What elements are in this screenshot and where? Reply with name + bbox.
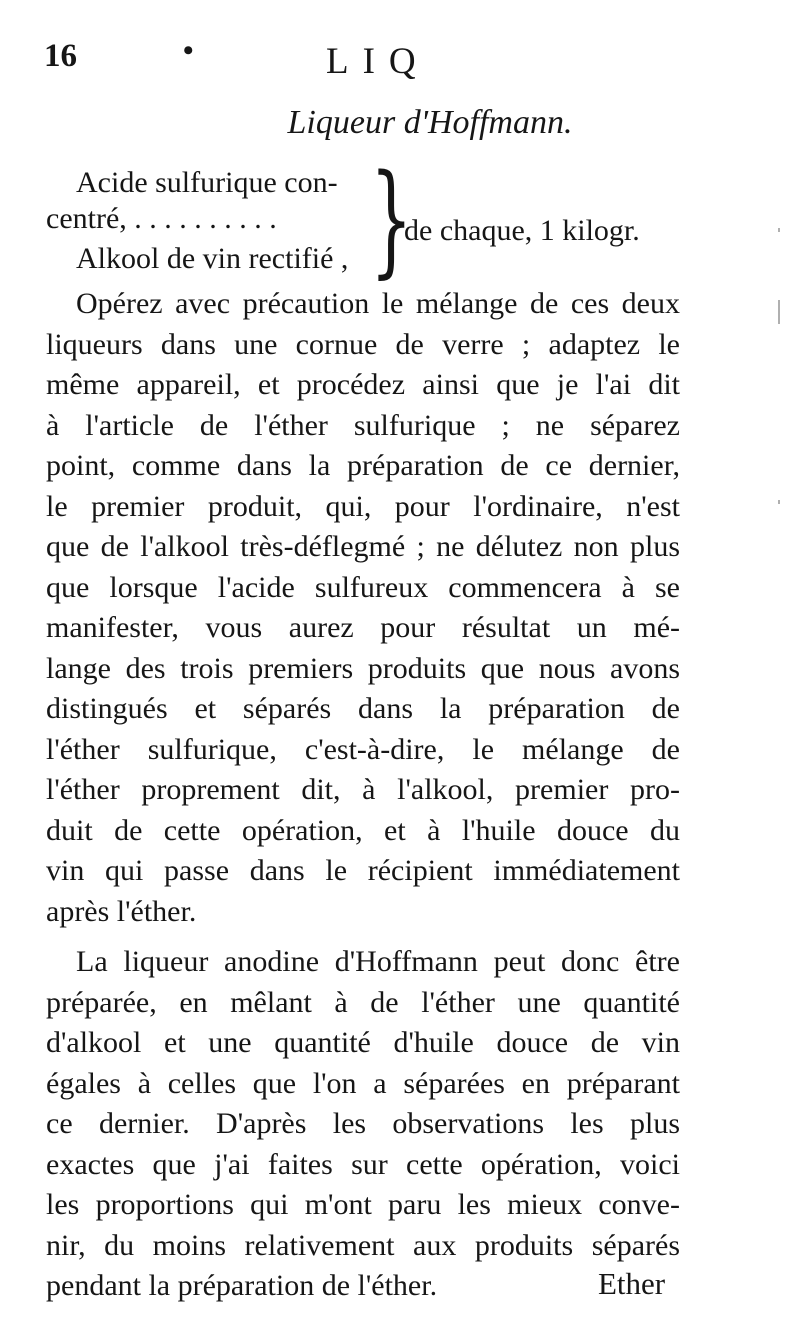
body-text [46, 284, 680, 1307]
text-line: préparée, en mêlant à de l'éther une quantité [46, 985, 680, 1019]
text-line: nir, du moins relativement aux produits séparés [46, 1228, 680, 1262]
text-line: même appareil, et procédez ainsi que je l'ai dit [46, 368, 680, 401]
recipe-ingredient-1-cont: centré, . . . . . . . . . . [46, 202, 277, 235]
text-line: à l'article de l'éther sulfurique ; ne séparez [46, 408, 680, 442]
margin-speck [778, 228, 780, 232]
paragraph-1 [46, 284, 680, 932]
section-title: Liqueur d'Hoffmann. [287, 104, 573, 141]
text-line: duit de cette opération, et à l'huile douce du [46, 813, 680, 847]
text-line: point, comme dans la préparation de ce dernier, [46, 449, 680, 482]
text-line: vin qui passe dans le récipient immédiatement [46, 854, 680, 887]
text-line: égales à celles que l'on a séparées en préparant [46, 1066, 680, 1100]
text-line: l'éther proprement dit, à l'alkool, premier pro- [46, 773, 680, 806]
text-line: manifester, vous aurez pour résultat un mé- [46, 611, 680, 644]
page-number: 16 [44, 38, 77, 74]
margin-speck [778, 500, 780, 504]
text-line: que lorsque l'acide sulfureux commencera à se [46, 570, 680, 604]
text-line: d'alkool et une quantité d'huile douce de vin [46, 1026, 680, 1059]
curly-brace: } [370, 148, 413, 290]
text-line: que de l'alkool très-déflegmé ; ne délutez non plus [46, 530, 680, 563]
recipe-ingredient-2: Alkool de vin rectifié , [76, 242, 349, 275]
recipe-block [46, 148, 686, 290]
text-line: ce dernier. D'après les observations les plus [46, 1107, 680, 1140]
text-line: le premier produit, qui, pour l'ordinaire, n'est [46, 489, 680, 523]
page-header [0, 34, 800, 84]
catchword: Ether [598, 1266, 666, 1301]
text-line: liqueurs dans une cornue de verre ; adaptez le [46, 327, 680, 361]
text-line: distingués et séparés dans la préparation de [46, 692, 680, 725]
margin-speck [778, 300, 780, 324]
text-line: les proportions qui m'ont paru les mieux conve- [46, 1188, 680, 1221]
text-line: pendant la préparation de l'éther. [46, 1269, 438, 1302]
paragraph-2 [46, 942, 680, 1307]
running-head: LIQ [326, 41, 430, 82]
text-line: lange des trois premiers produits que nous avons [46, 651, 680, 685]
recipe-quantity: de chaque, 1 kilogr. [404, 214, 640, 247]
recipe-ingredient-1: Acide sulfurique con- [76, 166, 338, 199]
text-line: Opérez avec précaution le mélange de ces deux [76, 287, 680, 320]
print-mark: • [183, 34, 194, 67]
text-line: La liqueur anodine d'Hoffmann peut donc être [76, 945, 680, 978]
text-line: l'éther sulfurique, c'est-à-dire, le mélange de [46, 732, 680, 766]
text-line: après l'éther. [46, 894, 197, 928]
text-line: exactes que j'ai faites sur cette opération, voici [46, 1147, 680, 1181]
